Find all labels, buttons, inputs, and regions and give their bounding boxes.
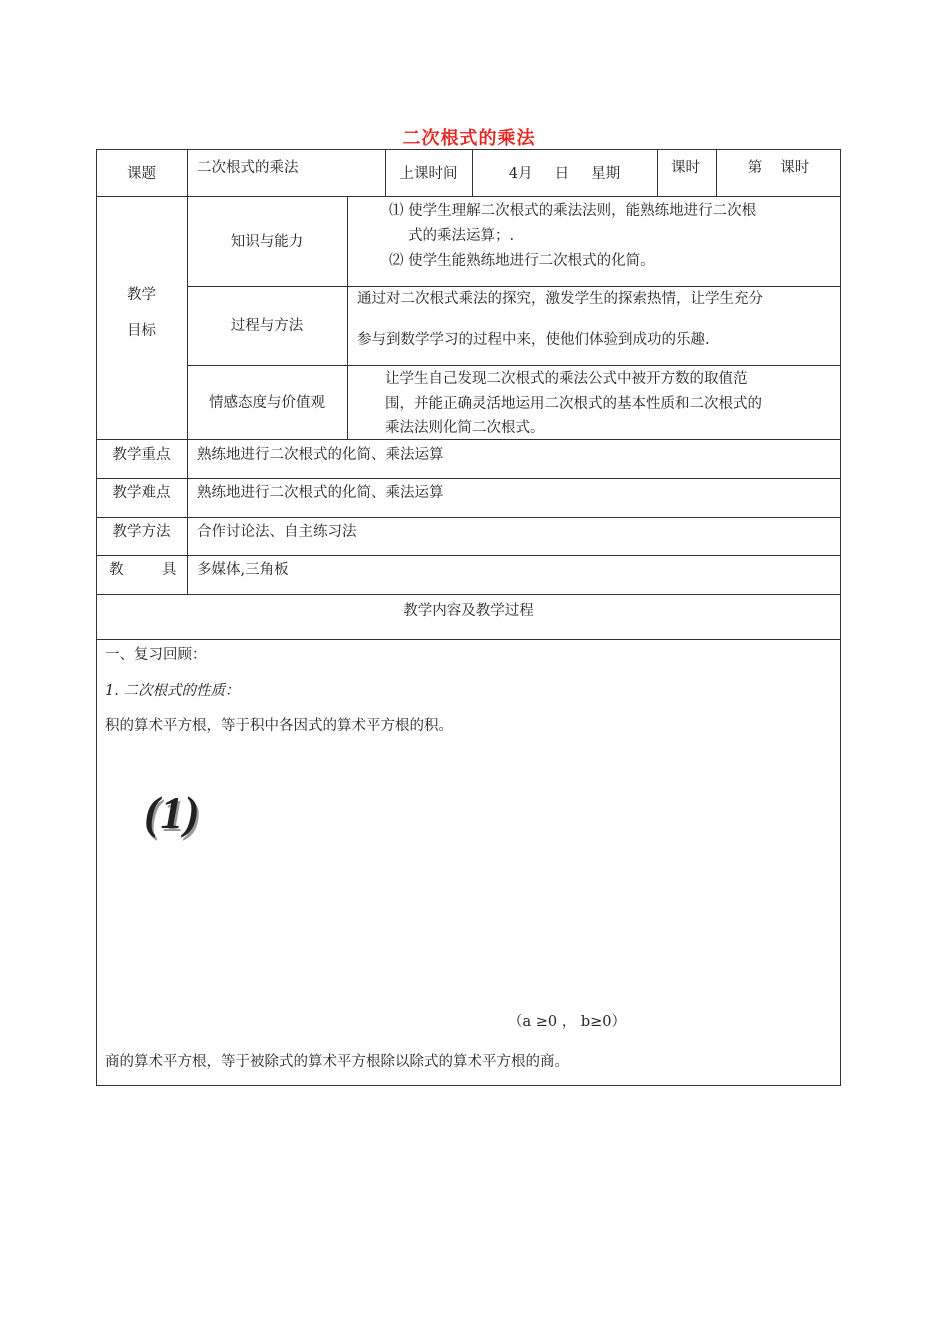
rule-product: 积的算术平方根，等于积中各因式的算术平方根的积。	[105, 718, 453, 734]
tools-label-char2: 具	[162, 562, 177, 578]
row-divider	[96, 439, 841, 440]
objective-process-line1: 通过对二次根式乘法的探究，激发学生的探索热情，让学生充分	[357, 291, 763, 307]
tools-label-char1: 教	[109, 562, 124, 578]
tools-value: 多媒体,三角板	[197, 562, 289, 578]
objective-category-process: 过程与方法	[230, 318, 304, 334]
page-title: 二次根式的乘法	[402, 128, 536, 149]
key-points-value: 熟练地进行二次根式的化简、乘法运算	[197, 447, 444, 463]
date-weekday: 星期	[591, 166, 621, 182]
column-divider	[187, 149, 188, 594]
row-divider	[96, 196, 841, 197]
row-divider	[96, 517, 841, 518]
row-divider	[187, 286, 841, 287]
objective-knowledge-line1: ⑴ 使学生理解二次根式的乘法法则，能熟练地进行二次根	[389, 203, 757, 219]
objective-process-line2: 参与到数学学习的过程中来，使他们体验到成功的乐趣.	[357, 332, 710, 348]
row-divider	[187, 365, 841, 366]
key-points-label: 教学重点	[112, 447, 171, 463]
topic-label: 课题	[127, 166, 156, 182]
objectives-label-line2: 目标	[127, 323, 156, 339]
class-time-label: 上课时间	[399, 166, 458, 182]
objective-attitude-line2: 围，并能正确灵活地运用二次根式的基本性质和二次根式的	[385, 396, 762, 412]
period-label: 课时	[671, 160, 700, 176]
process-heading: 教学内容及教学过程	[403, 603, 534, 619]
objective-attitude-line1: 让学生自己发现二次根式的乘法公式中被开方数的取值范	[385, 371, 748, 387]
methods-label: 教学方法	[112, 524, 171, 540]
date-day: 日	[554, 166, 570, 182]
subheading-properties: 1. 二次根式的性质：	[105, 683, 240, 699]
row-divider	[96, 555, 841, 556]
row-divider	[96, 639, 841, 640]
row-divider	[96, 594, 841, 595]
difficult-points-label: 教学难点	[112, 485, 171, 501]
objective-category-knowledge: 知识与能力	[230, 234, 304, 250]
objective-knowledge-line2: 式的乘法运算；.	[408, 228, 515, 244]
column-divider	[657, 149, 658, 196]
objective-knowledge-line3: ⑵ 使学生能熟练地进行二次根式的化简。	[389, 253, 655, 269]
class-date	[472, 164, 657, 184]
section-review-heading: 一、复习回顾：	[105, 647, 207, 663]
objectives-label-line1: 教学	[127, 287, 156, 303]
period-prefix: 第	[747, 160, 763, 176]
column-divider	[347, 196, 348, 439]
rule-quotient: 商的算术平方根，等于被除式的算术平方根除以除式的算术平方根的商。	[105, 1054, 569, 1070]
condition-text: （a ≥0 ， b≥0）	[508, 1014, 627, 1030]
row-divider	[96, 478, 841, 479]
difficult-points-value: 熟练地进行二次根式的化简、乘法运算	[197, 485, 444, 501]
formula-label: (1)	[144, 787, 201, 838]
date-month: 4月	[508, 166, 533, 182]
period-value	[716, 158, 841, 178]
topic-value: 二次根式的乘法	[197, 160, 299, 176]
objective-category-attitude: 情感态度与价值观	[209, 395, 325, 411]
period-suffix: 课时	[780, 160, 810, 176]
objective-attitude-line3: 乘法法则化简二次根式。	[385, 420, 545, 436]
methods-value: 合作讨论法、自主练习法	[197, 524, 357, 540]
